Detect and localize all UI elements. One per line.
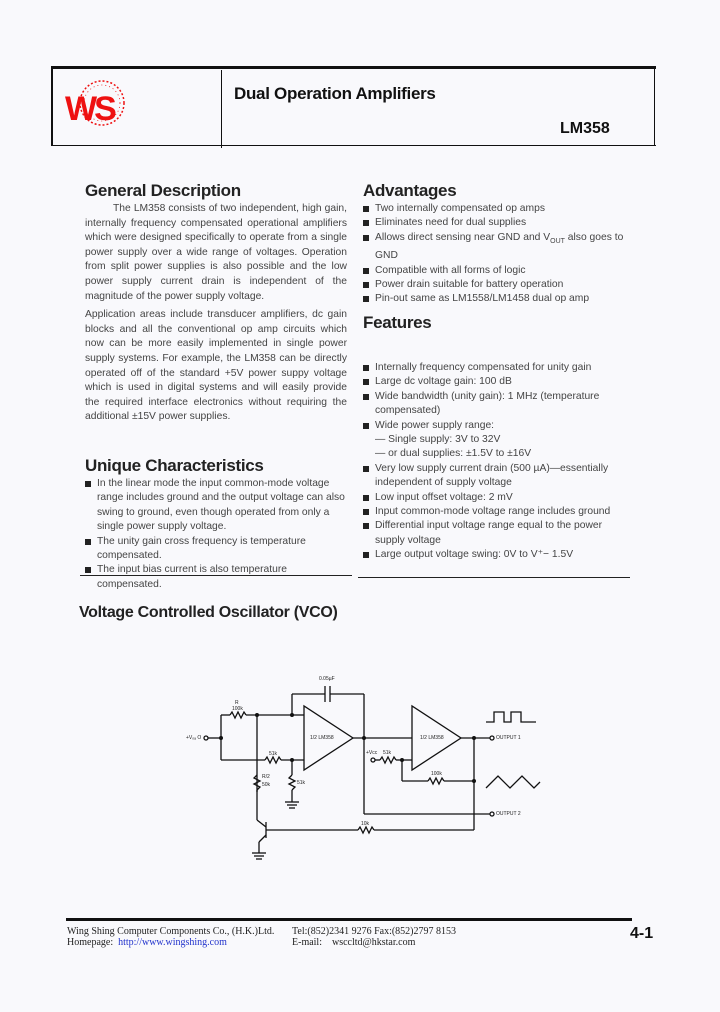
list-subitem: — or dual supplies: ±1.5V to ±16V: [375, 448, 532, 460]
company-logo: [62, 76, 128, 130]
label-vcc: +Vᴄᴄ: [366, 750, 378, 756]
general-description-heading: General Description: [85, 181, 241, 200]
general-description-body: [85, 202, 347, 425]
list-subitem: — Single supply: 3V to 32V: [375, 434, 501, 446]
email-label: E-mail:: [292, 937, 322, 948]
header-right-rule: [654, 66, 655, 146]
label-51k-b: 51k: [297, 780, 306, 786]
list-item: Very low supply current drain (500 µA)—essentially independent of supply voltage: [363, 462, 628, 491]
list-item: Large dc voltage gain: 100 dB: [363, 375, 628, 389]
label-10k: 10k: [361, 821, 370, 827]
label-r2: R/2: [262, 774, 270, 780]
unique-characteristics-heading: Unique Characteristics: [85, 456, 264, 475]
header-left-rule: [51, 66, 53, 146]
advantage-text: Allows direct sensing near GND and V: [375, 231, 551, 243]
right-column-rule: [358, 577, 630, 578]
page-number: 4-1: [630, 925, 654, 942]
list-item: Internally frequency compensated for unity gain: [363, 361, 628, 375]
features-list: [363, 361, 628, 563]
advantages-list: [363, 202, 628, 307]
header-bottom-rule: [51, 145, 656, 146]
tel-fax: Tel:(852)2341 9276 Fax:(852)2797 8153: [292, 926, 457, 937]
label-100k: 100k: [431, 771, 442, 777]
email-address[interactable]: wsccltd@hkstar.com: [332, 937, 416, 948]
label-amp2: 1/2 LM358: [420, 735, 444, 741]
general-description-paragraph: The LM358 consists of two independent, high gain, internally frequency compensated operational amplifiers which were designed specifically to operate from a single power supply over a wide range of voltages. Operation from split power supplies is also possible and the low power supply current drain is independent of the magnitude of the power supply voltage.: [85, 203, 347, 302]
label-output-2: OUTPUT 2: [496, 811, 521, 817]
footer-contact: [292, 926, 512, 948]
list-item: Input common-mode voltage range includes ground: [363, 505, 628, 519]
homepage-link[interactable]: http://www.wingshing.com: [118, 937, 227, 948]
general-description-paragraph: Application areas include transducer amplifiers, dc gain blocks and all the conventional op amp circuits which now can be more easily implemented in single power supply systems. For example, the LM358 can be directly operated off of the standard +5V power suppy voltage which is used in digital systems and will easily provide the required interface electronics without requiring the additional ±15V power supplies.: [85, 309, 347, 423]
svg-text:WS: WS: [65, 90, 114, 128]
label-r: R: [235, 700, 239, 706]
list-item: [363, 231, 628, 264]
label-51k-a: 51k: [269, 751, 278, 757]
list-item: Compatible with all forms of logic: [363, 264, 628, 278]
list-item: Wide power supply range:: [363, 419, 628, 433]
homepage-line: [67, 937, 287, 948]
ws-logo-icon: [62, 76, 128, 130]
label-vin: +Vₒₐ O: [186, 735, 202, 741]
label-cap: 0.05µF: [319, 676, 335, 682]
footer-company: [67, 926, 287, 948]
list-item: The unity gain cross frequency is temperature compensated.: [85, 535, 350, 564]
homepage-label: Homepage:: [67, 937, 114, 948]
vout-subscript: OUT: [550, 237, 565, 245]
list-item: Large output voltage swing: 0V to V⁺− 1.5V: [363, 548, 628, 562]
list-item: Eliminates need for dual supplies: [363, 216, 628, 230]
left-column-rule: [80, 575, 352, 576]
document-title: Dual Operation Amplifiers: [234, 84, 436, 103]
label-51k-c: 51k: [383, 750, 392, 756]
label-r2-value: 50k: [262, 782, 271, 788]
list-item: Low input offset voltage: 2 mV: [363, 491, 628, 505]
header-top-rule: [51, 66, 656, 69]
vco-schematic: [180, 670, 560, 870]
list-item: Wide bandwidth (unity gain): 1 MHz (temperature compensated): [363, 390, 628, 419]
vco-heading: Voltage Controlled Oscillator (VCO): [79, 604, 338, 621]
advantage-text-tail: also goes to GND: [375, 231, 624, 262]
label-r-value: 100k: [232, 706, 243, 712]
footer-rule: [66, 918, 632, 921]
features-heading: Features: [363, 313, 432, 332]
list-item: In the linear mode the input common-mode voltage range includes ground and the output voltage can also swing to ground, even though operated from only a single power supply voltage.: [85, 477, 350, 535]
advantages-heading: Advantages: [363, 181, 457, 200]
part-number: LM358: [560, 120, 610, 137]
header-divider: [221, 70, 222, 148]
list-item: The input bias current is also temperature compensated.: [85, 563, 350, 592]
list-item: Pin-out same as LM1558/LM1458 dual op amp: [363, 292, 628, 306]
list-item: Differential input voltage range equal to the power supply voltage: [363, 519, 628, 548]
label-output-1: OUTPUT 1: [496, 735, 521, 741]
label-amp1: 1/2 LM358: [310, 735, 334, 741]
list-item: Power drain suitable for battery operation: [363, 278, 628, 292]
company-name: Wing Shing Computer Components Co., (H.K.)Ltd.: [67, 926, 275, 937]
email-line: [292, 937, 512, 948]
list-item: Two internally compensated op amps: [363, 202, 628, 216]
